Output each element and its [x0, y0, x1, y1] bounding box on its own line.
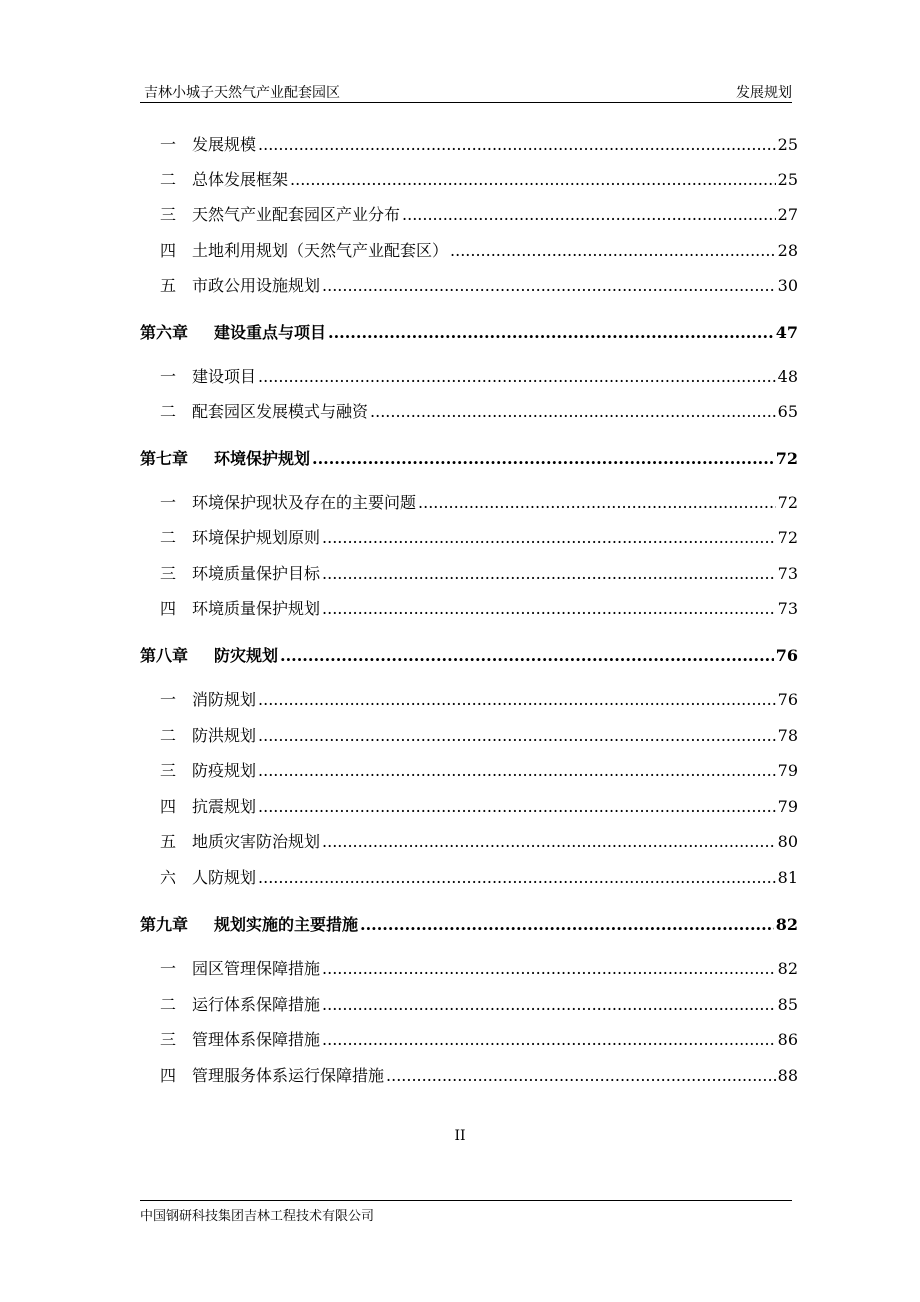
toc-dot-leader [402, 202, 776, 228]
toc-section-entry[interactable] [140, 273, 798, 299]
toc-section-entry[interactable] [140, 687, 798, 713]
toc-entry-page: 76 [775, 646, 798, 665]
toc-entry-page: 88 [777, 1066, 798, 1085]
toc-entry-number: 六 [160, 868, 177, 887]
toc-entry-title: 环境质量保护规划 [192, 599, 321, 618]
toc-entry-number: 二 [160, 995, 177, 1014]
toc-entry-number: 五 [160, 832, 177, 851]
toc-entry-title: 环境保护规划原则 [192, 528, 321, 547]
toc-entry-number: 第九章 [140, 915, 189, 934]
toc-entry-title: 防疫规划 [192, 761, 257, 780]
toc-dot-leader [386, 1063, 776, 1089]
toc-section-entry[interactable] [140, 956, 798, 982]
toc-entry-number: 一 [160, 493, 177, 512]
toc-dot-leader [322, 956, 776, 982]
toc-section-entry[interactable] [140, 238, 798, 264]
toc-dot-leader [370, 399, 776, 425]
toc-entry-page: 78 [777, 726, 798, 745]
toc-section-entry[interactable] [140, 167, 798, 193]
toc-entry-title: 运行体系保障措施 [192, 995, 321, 1014]
toc-dot-leader [312, 446, 774, 472]
footer-company-name: 中国钢研科技集团吉林工程技术有限公司 [140, 1209, 375, 1224]
toc-entry-number: 第八章 [140, 646, 189, 665]
header-section-title: 发展规划 [736, 85, 792, 101]
toc-entry-page: 27 [777, 205, 798, 224]
toc-entry-number: 一 [160, 959, 177, 978]
toc-dot-leader [258, 132, 776, 158]
toc-dot-leader [322, 596, 776, 622]
toc-entry-number: 四 [160, 797, 177, 816]
toc-entry-title: 配套园区发展模式与融资 [192, 402, 369, 421]
toc-entry-page: 25 [777, 170, 798, 189]
toc-entry-page: 48 [777, 367, 798, 386]
toc-section-entry[interactable] [140, 202, 798, 228]
toc-entry-page: 82 [777, 959, 798, 978]
toc-dot-leader [280, 643, 774, 669]
toc-entry-number: 一 [160, 367, 177, 386]
toc-entry-title: 防洪规划 [192, 726, 257, 745]
toc-section-entry[interactable] [140, 525, 798, 551]
toc-entry-number: 四 [160, 1066, 177, 1085]
toc-dot-leader [322, 525, 776, 551]
toc-entry-page: 76 [777, 690, 798, 709]
toc-entry-number: 二 [160, 170, 177, 189]
toc-entry-page: 72 [775, 449, 798, 468]
toc-section-entry[interactable] [140, 399, 798, 425]
toc-chapter-entry[interactable] [140, 320, 798, 346]
toc-section-entry[interactable] [140, 561, 798, 587]
toc-dot-leader [258, 758, 776, 784]
toc-entry-page: 28 [777, 241, 798, 260]
toc-entry-page: 81 [777, 868, 798, 887]
toc-entry-page: 82 [775, 915, 798, 934]
toc-entry-title: 地质灾害防治规划 [192, 832, 321, 851]
toc-section-entry[interactable] [140, 794, 798, 820]
toc-entry-title: 天然气产业配套园区产业分布 [192, 205, 401, 224]
toc-entry-title: 园区管理保障措施 [192, 959, 321, 978]
toc-dot-leader [258, 794, 776, 820]
toc-entry-title: 环境保护现状及存在的主要问题 [192, 493, 417, 512]
toc-dot-leader [290, 167, 776, 193]
toc-entry-number: 一 [160, 135, 177, 154]
toc-chapter-entry[interactable] [140, 912, 798, 938]
toc-entry-page: 47 [775, 323, 798, 342]
toc-chapter-entry[interactable] [140, 643, 798, 669]
toc-dot-leader [328, 320, 774, 346]
toc-section-entry[interactable] [140, 865, 798, 891]
toc-section-entry[interactable] [140, 596, 798, 622]
toc-dot-leader [322, 273, 776, 299]
toc-entry-number: 三 [160, 761, 177, 780]
toc-entry-title: 管理体系保障措施 [192, 1030, 321, 1049]
toc-entry-number: 二 [160, 528, 177, 547]
toc-entry-page: 65 [777, 402, 798, 421]
toc-entry-number: 一 [160, 690, 177, 709]
toc-dot-leader [322, 1027, 776, 1053]
toc-dot-leader [360, 912, 774, 938]
toc-dot-leader [418, 490, 776, 516]
toc-dot-leader [450, 238, 776, 264]
toc-entry-page: 72 [777, 493, 798, 512]
toc-dot-leader [258, 364, 776, 390]
toc-entry-title: 土地利用规划（天然气产业配套区） [192, 241, 449, 260]
toc-entry-title: 环境保护规划 [214, 449, 311, 468]
toc-entry-page: 80 [777, 832, 798, 851]
toc-entry-number: 四 [160, 599, 177, 618]
toc-entry-title: 规划实施的主要措施 [214, 915, 359, 934]
toc-dot-leader [258, 723, 776, 749]
toc-entry-number: 三 [160, 564, 177, 583]
toc-section-entry[interactable] [140, 723, 798, 749]
toc-section-entry[interactable] [140, 490, 798, 516]
toc-dot-leader [322, 829, 776, 855]
toc-entry-title: 人防规划 [192, 868, 257, 887]
toc-section-entry[interactable] [140, 1063, 798, 1089]
toc-section-entry[interactable] [140, 992, 798, 1018]
toc-entry-page: 73 [777, 599, 798, 618]
toc-entry-page: 79 [777, 797, 798, 816]
toc-entry-title: 环境质量保护目标 [192, 564, 321, 583]
toc-entry-number: 二 [160, 726, 177, 745]
toc-entry-number: 第六章 [140, 323, 189, 342]
toc-entry-title: 防灾规划 [214, 646, 279, 665]
toc-dot-leader [322, 992, 776, 1018]
toc-entry-number: 四 [160, 241, 177, 260]
toc-entry-title: 建设项目 [192, 367, 257, 386]
toc-entry-title: 总体发展框架 [192, 170, 289, 189]
toc-entry-number: 三 [160, 1030, 177, 1049]
toc-entry-number: 第七章 [140, 449, 189, 468]
toc-entry-title: 抗震规划 [192, 797, 257, 816]
toc-dot-leader [322, 561, 776, 587]
toc-entry-page: 30 [777, 276, 798, 295]
toc-entry-title: 市政公用设施规划 [192, 276, 321, 295]
toc-entry-page: 86 [777, 1030, 798, 1049]
toc-entry-number: 五 [160, 276, 177, 295]
running-header [140, 78, 792, 103]
running-footer [140, 1200, 792, 1224]
toc-section-entry[interactable] [140, 1027, 798, 1053]
toc-section-entry[interactable] [140, 829, 798, 855]
toc-entry-page: 85 [777, 995, 798, 1014]
toc-chapter-entry[interactable] [140, 446, 798, 472]
toc-dot-leader [258, 687, 776, 713]
toc-entry-title: 发展规模 [192, 135, 257, 154]
header-document-title: 吉林小城子天然气产业配套园区 [144, 85, 340, 101]
toc-entry-title: 消防规划 [192, 690, 257, 709]
toc-dot-leader [258, 865, 776, 891]
toc-section-entry[interactable] [140, 758, 798, 784]
toc-entry-title: 管理服务体系运行保障措施 [192, 1066, 385, 1085]
toc-section-entry[interactable] [140, 132, 798, 158]
toc-section-entry[interactable] [140, 364, 798, 390]
toc-entry-number: 三 [160, 205, 177, 224]
page-number: II [454, 1128, 466, 1144]
toc-entry-page: 79 [777, 761, 798, 780]
toc-entry-page: 73 [777, 564, 798, 583]
toc-entry-title: 建设重点与项目 [214, 323, 327, 342]
toc-entry-page: 72 [777, 528, 798, 547]
toc-entry-page: 25 [777, 135, 798, 154]
toc-entry-number: 二 [160, 402, 177, 421]
